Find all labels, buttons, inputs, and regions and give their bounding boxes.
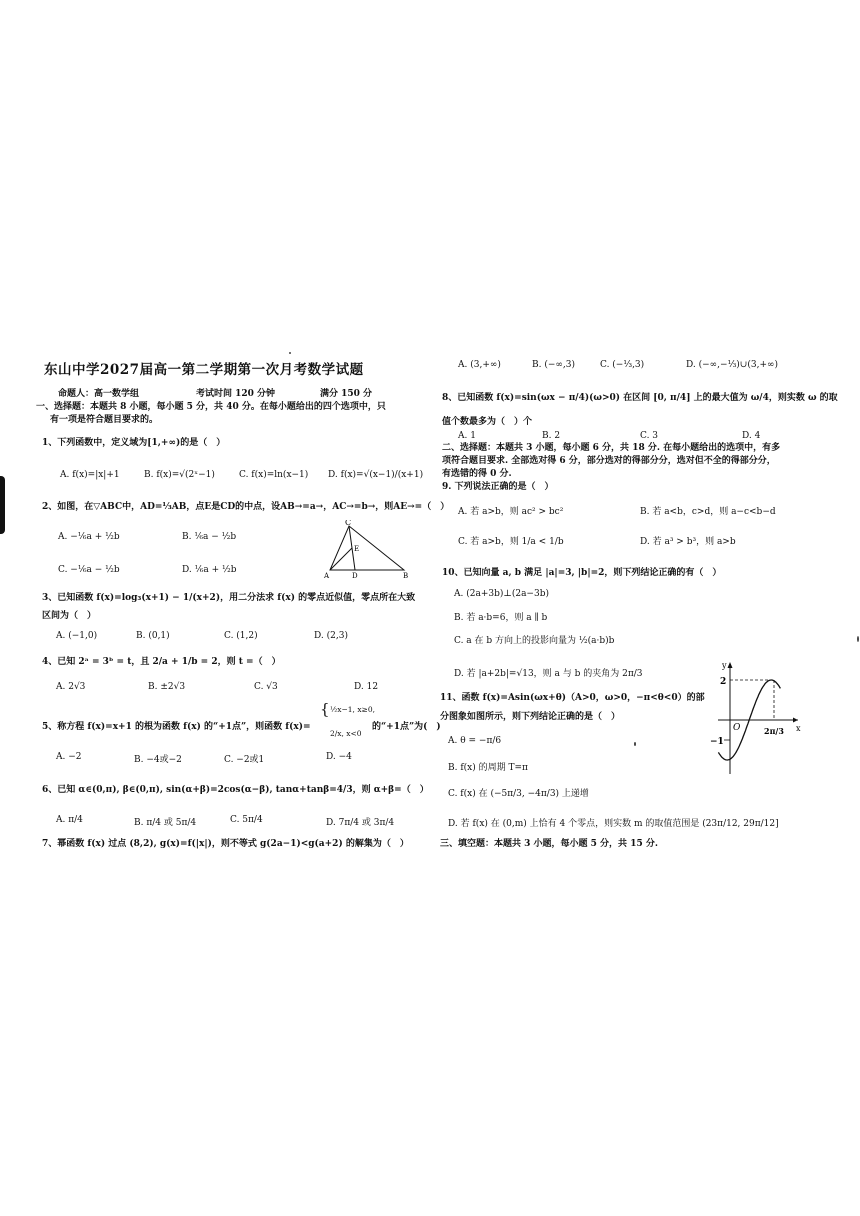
question-1-stem: 1、下列函数中，定义域为[1,+∞)的是（ ） bbox=[42, 438, 226, 448]
q1-option-a[interactable]: A. f(x)=|x|+1 bbox=[60, 470, 120, 480]
q5-piece-2: 2/x, x<0 bbox=[330, 729, 362, 738]
exam-score: 满分 150 分 bbox=[320, 389, 373, 399]
q5-option-d[interactable]: D. −4 bbox=[326, 752, 352, 762]
q8-option-a[interactable]: A. 1 bbox=[458, 431, 476, 441]
sine-graph-figure bbox=[702, 658, 802, 778]
q2-option-b[interactable]: B. ⅙a − ½b bbox=[182, 532, 237, 542]
section2-heading: 二、选择题：本题共 3 小题，每小题 6 分，共 18 分. 在每小题给出的选项中，有多 bbox=[442, 443, 781, 453]
q7-option-b[interactable]: B. (−∞,3) bbox=[532, 360, 575, 370]
question-11-stem: 11、函数 f(x)=Asin(ωx+θ)（A>0，ω>0，−π<θ<0）的部 bbox=[440, 693, 705, 703]
q3-option-d[interactable]: D. (2,3) bbox=[314, 631, 348, 641]
q11-option-c[interactable]: C. f(x) 在 (−5π/3, −4π/3) 上递增 bbox=[448, 789, 589, 799]
scan-speck bbox=[634, 742, 636, 746]
graph-x-label: x bbox=[796, 724, 801, 733]
q6-option-a[interactable]: A. π/4 bbox=[56, 815, 83, 825]
scan-speck bbox=[857, 636, 859, 642]
figure-label-c: C bbox=[345, 520, 352, 527]
q8-option-c[interactable]: C. 3 bbox=[640, 431, 659, 441]
q5-option-b[interactable]: B. −4或−2 bbox=[134, 755, 182, 765]
q7-option-c[interactable]: C. (−⅓,3) bbox=[600, 360, 645, 370]
section2-heading-cont1: 项符合题目要求. 全部选对得 6 分，部分选对的得部分分，选对但不全的得部分分， bbox=[442, 456, 776, 466]
question-9-stem: 9. 下列说法正确的是（ ） bbox=[442, 482, 554, 492]
q11-option-b[interactable]: B. f(x) 的周期 T=π bbox=[448, 763, 528, 773]
section3-heading: 三、填空题：本题共 3 小题，每小题 5 分，共 15 分. bbox=[440, 839, 658, 849]
page-edge-mark bbox=[0, 476, 5, 534]
q11-option-a[interactable]: A. θ = −π/6 bbox=[448, 736, 502, 746]
q9-option-b[interactable]: B. 若 a<b，c>d，则 a−c<b−d bbox=[640, 507, 776, 517]
question-6-stem: 6、已知 α∈(0,π), β∈(0,π), sin(α+β)=2cos(α−β), tanα+tanβ=4/3，则 α+β=（ ） bbox=[42, 785, 429, 795]
q8-option-b[interactable]: B. 2 bbox=[542, 431, 561, 441]
graph-origin-label: O bbox=[733, 723, 741, 733]
section2-heading-cont2: 有选错的得 0 分. bbox=[442, 469, 512, 479]
exam-title: 东山中学2027届高一第二学期第一次月考数学试题 bbox=[44, 362, 364, 378]
section1-heading: 一、选择题：本题共 8 小题，每小题 5 分，共 40 分。在每小题给出的四个选项中，只 bbox=[36, 402, 386, 412]
q2-option-d[interactable]: D. ⅙a + ½b bbox=[182, 565, 237, 575]
q4-option-c[interactable]: C. √3 bbox=[254, 682, 278, 692]
q1-option-d[interactable]: D. f(x)=√(x−1)/(x+1) bbox=[328, 470, 424, 480]
figure-label-e: E bbox=[354, 545, 360, 553]
q3-option-c[interactable]: C. (1,2) bbox=[224, 631, 258, 641]
section1-heading-cont: 有一项是符合题目要求的。 bbox=[50, 415, 159, 425]
graph-max-label: 2 bbox=[720, 677, 727, 687]
question-8-stem-cont: 值个数最多为（ ）个 bbox=[442, 417, 533, 427]
q2-option-a[interactable]: A. −⅙a + ½b bbox=[58, 532, 120, 542]
question-11-stem-cont: 分图象如图所示，则下列结论正确的是（ ） bbox=[440, 712, 621, 722]
q10-option-d[interactable]: D. 若 |a+2b|=√13，则 a 与 b 的夹角为 2π/3 bbox=[454, 669, 643, 679]
q5-option-a[interactable]: A. −2 bbox=[56, 752, 82, 762]
question-5-stem: 5、称方程 f(x)=x+1 的根为函数 f(x) 的“+1点”，则函数 f(x)= bbox=[42, 722, 311, 732]
question-2-stem: 2、如图，在▽ABC中，AD=⅓AB，点E是CD的中点，设AB→=a→，AC→=b→，则AE→=（ ） bbox=[42, 502, 450, 512]
q5-option-c[interactable]: C. −2或1 bbox=[224, 755, 265, 765]
piecewise-brace: { bbox=[320, 700, 330, 718]
q11-option-d[interactable]: D. 若 f(x) 在 (0,m) 上恰有 4 个零点，则实数 m 的取值范围是 (23π/12, 29π/12] bbox=[448, 819, 779, 829]
q4-option-b[interactable]: B. ±2√3 bbox=[148, 682, 186, 692]
triangle-abc-figure bbox=[322, 520, 412, 580]
figure-label-a: A bbox=[324, 572, 330, 580]
graph-min-label: −1 bbox=[710, 737, 724, 747]
q3-option-b[interactable]: B. (0,1) bbox=[136, 631, 170, 641]
q4-option-a[interactable]: A. 2√3 bbox=[56, 682, 86, 692]
q8-option-d[interactable]: D. 4 bbox=[742, 431, 761, 441]
q6-option-b[interactable]: B. π/4 或 5π/4 bbox=[134, 818, 197, 828]
question-10-stem: 10、已知向量 a, b 满足 |a|=3, |b|=2，则下列结论正确的有（ ） bbox=[442, 568, 722, 578]
q9-option-c[interactable]: C. 若 a>b，则 1/a < 1/b bbox=[458, 537, 564, 547]
q6-option-c[interactable]: C. 5π/4 bbox=[230, 815, 263, 825]
q1-option-b[interactable]: B. f(x)=√(2ˣ−1) bbox=[144, 470, 215, 480]
q10-option-a[interactable]: A. (2a+3b)⊥(2a−3b) bbox=[454, 589, 549, 599]
exam-time: 考试时间 120 分钟 bbox=[196, 389, 276, 399]
q2-option-c[interactable]: C. −⅙a − ½b bbox=[58, 565, 120, 575]
question-7-stem: 7、幂函数 f(x) 过点 (8,2), g(x)=f(|x|)，则不等式 g(2a−1)<g(a+2) 的解集为（ ） bbox=[42, 839, 409, 849]
q10-option-c[interactable]: C. a 在 b 方向上的投影向量为 ½(a·b)b bbox=[454, 636, 615, 646]
q10-option-b[interactable]: B. 若 a·b=6，则 a ∥ b bbox=[454, 613, 548, 623]
q4-option-d[interactable]: D. 12 bbox=[354, 682, 379, 692]
q7-option-d[interactable]: D. (−∞,−⅓)∪(3,+∞) bbox=[686, 360, 778, 370]
question-4-stem: 4、已知 2ᵃ = 3ᵇ = t，且 2/a + 1/b = 2，则 t =（ ） bbox=[42, 657, 281, 667]
q9-option-a[interactable]: A. 若 a>b，则 ac² > bc² bbox=[458, 507, 564, 517]
graph-y-label: y bbox=[722, 661, 727, 670]
q7-option-a[interactable]: A. (3,+∞) bbox=[458, 360, 501, 370]
question-8-stem: 8、已知函数 f(x)=sin(ωx − π/4)(ω>0) 在区间 [0, π/4] 上的最大值为 ω/4，则实数 ω 的取 bbox=[442, 393, 838, 403]
scan-speck bbox=[289, 352, 291, 354]
q3-option-a[interactable]: A. (−1,0) bbox=[56, 631, 98, 641]
graph-xtick-label: 2π/3 bbox=[764, 726, 784, 736]
q6-option-d[interactable]: D. 7π/4 或 3π/4 bbox=[326, 818, 395, 828]
q1-option-c[interactable]: C. f(x)=ln(x−1) bbox=[239, 470, 309, 480]
exam-author: 命题人：高一数学组 bbox=[58, 389, 140, 399]
question-3-stem: 3、已知函数 f(x)=log₃(x+1) − 1/(x+2)，用二分法求 f(x) 的零点近似值，零点所在大致 bbox=[42, 593, 416, 603]
q9-option-d[interactable]: D. 若 a³ > b³，则 a>b bbox=[640, 537, 736, 547]
question-5-stem-end: 的“+1点”为( ) bbox=[372, 722, 441, 732]
figure-label-b: B bbox=[403, 572, 409, 580]
question-3-stem-cont: 区间为（ ） bbox=[42, 611, 97, 621]
figure-label-d: D bbox=[352, 572, 358, 580]
q5-piece-1: ½x−1, x≥0, bbox=[330, 705, 375, 714]
